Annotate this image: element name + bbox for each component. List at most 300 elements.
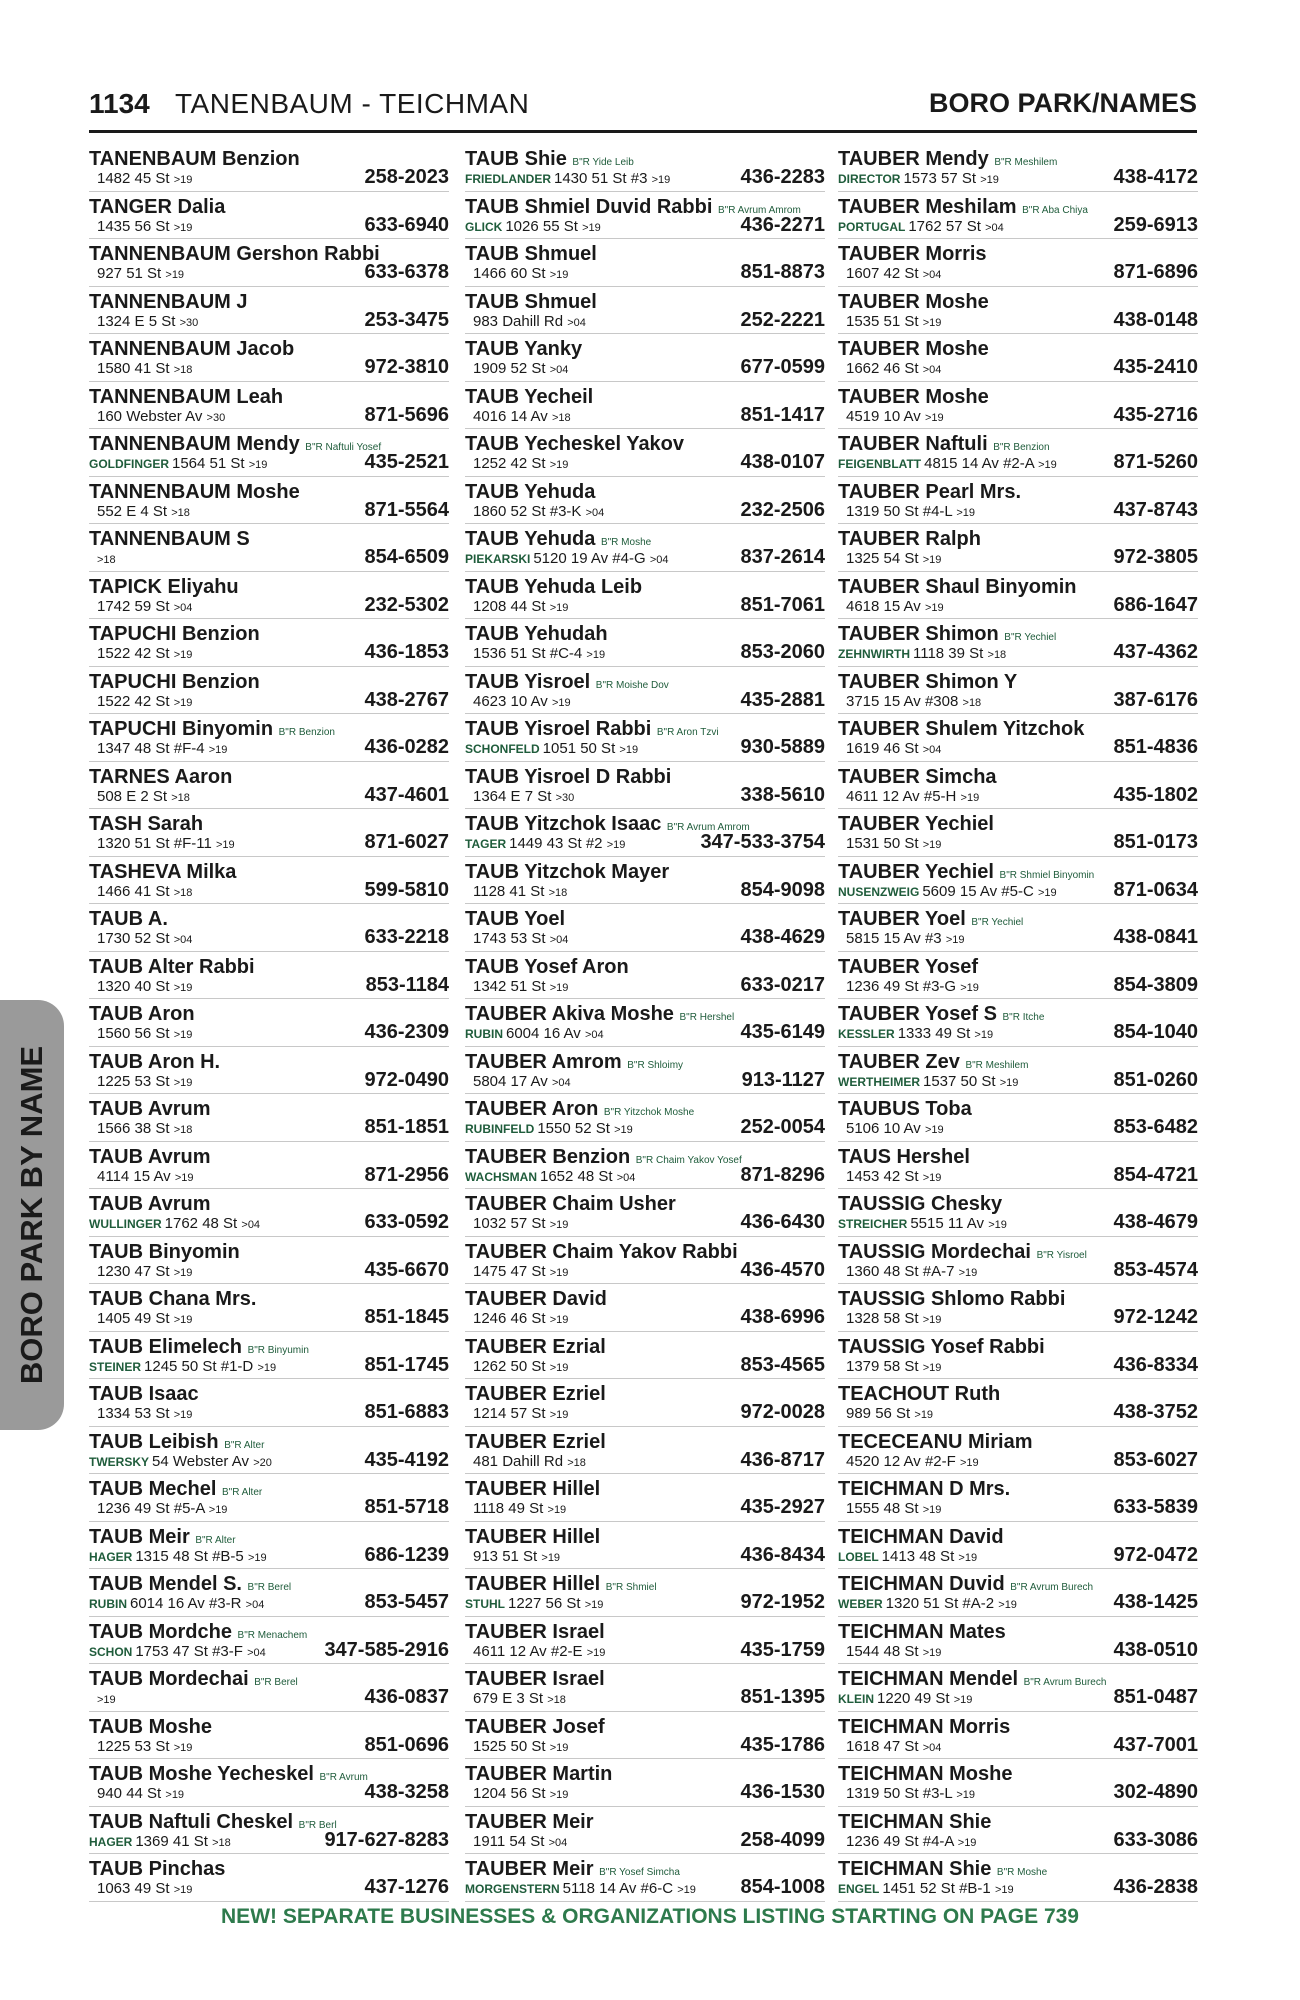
entry-street: 1435 56 St <box>97 217 170 235</box>
listing-entry <box>465 1332 825 1380</box>
entry-name: TAUB Yanky <box>465 338 583 360</box>
entry-phone: 387-6176 <box>1113 688 1198 711</box>
entry-street: 4519 10 Av <box>846 407 921 425</box>
entry-address <box>473 360 568 377</box>
entry-street: 1762 48 St <box>164 1215 238 1232</box>
listing-entry <box>89 1284 449 1332</box>
entry-zip: >19 <box>998 1599 1017 1611</box>
entry-relation: PORTUGAL <box>838 219 906 234</box>
entry-address <box>838 455 1057 472</box>
entry-name: TAUBER Yechiel B"R Shmiel Binyomin <box>838 860 1095 883</box>
entry-address <box>473 1358 568 1375</box>
listing-entry <box>465 1047 825 1095</box>
listing-entry <box>465 952 825 1000</box>
entry-phone: 253-3475 <box>364 308 449 331</box>
entry-address <box>846 1500 941 1517</box>
listing-entry <box>838 1712 1198 1760</box>
entry-parent: B"R Naftuli Yosef <box>305 442 382 453</box>
listing-entry <box>465 1427 825 1475</box>
entry-address <box>97 645 192 662</box>
entry-name: TAUBER Pearl Mrs. <box>838 480 1022 503</box>
entry-street: 5118 14 Av #6-C <box>562 1880 674 1897</box>
entry-phone: 851-0173 <box>1113 831 1198 853</box>
entry-address <box>473 1500 566 1517</box>
entry-street: 4520 12 Av #2-F <box>846 1452 956 1470</box>
entry-phone: 851-1745 <box>364 1353 449 1376</box>
entry-address <box>465 550 669 567</box>
entry-name: TAUB Yisroel Rabbi B"R Aron Tzvi <box>465 718 719 740</box>
entry-name: TAPUCHI Binyomin B"R Benzion <box>89 718 335 740</box>
entry-name: TAUBER Shimon B"R Yechiel <box>838 623 1057 645</box>
entry-zip: >19 <box>1038 459 1057 471</box>
entry-name: TAUB Isaac <box>89 1383 199 1405</box>
entry-phone: 853-2060 <box>740 641 825 663</box>
entry-phone: 252-2221 <box>740 308 825 331</box>
entry-address <box>473 1833 567 1850</box>
entry-address <box>473 1263 568 1280</box>
listing-column-1 <box>89 144 449 1902</box>
entry-phone: 436-1853 <box>364 641 449 663</box>
entry-name: TAUS Hershel <box>838 1145 970 1168</box>
entry-street: 1607 42 St <box>846 265 919 282</box>
entry-name: TAUBER Meir B"R Yosef Simcha <box>465 1858 680 1880</box>
entry-relation: WEBER <box>838 1597 883 1611</box>
entry-phone: 438-4172 <box>1113 166 1198 188</box>
entry-name: TAUB Aron H. <box>89 1050 221 1073</box>
entry-parent: B"R Itche <box>1002 1012 1045 1023</box>
entry-phone: 438-0107 <box>740 451 825 473</box>
entry-phone: 677-0599 <box>740 356 825 378</box>
entry-name: TEICHMAN Mendel B"R Avrum Burech <box>838 1668 1107 1690</box>
listing-entry <box>838 1664 1198 1712</box>
entry-street: 1225 53 St <box>97 1737 170 1755</box>
entry-relation: FRIEDLANDER <box>465 172 551 186</box>
entry-zip: >04 <box>985 221 1004 234</box>
entry-phone: 436-2309 <box>364 1021 449 1043</box>
page-header <box>89 86 1197 133</box>
entry-zip: >19 <box>922 1504 942 1516</box>
entry-zip: >19 <box>922 1646 942 1659</box>
entry-zip: >19 <box>257 1361 277 1374</box>
listing-entry <box>838 1759 1198 1807</box>
entry-name: TAUB Moshe Yecheskel B"R Avrum <box>89 1763 368 1785</box>
entry-zip: >19 <box>173 1266 193 1279</box>
entry-street: 1262 50 St <box>473 1357 546 1375</box>
entry-street: 1453 42 St <box>846 1167 919 1185</box>
entry-street: 1347 48 St #F-4 <box>97 740 205 757</box>
entry-address <box>473 1738 568 1755</box>
listing-entry <box>465 667 825 715</box>
entry-zip: >18 <box>97 554 116 566</box>
entry-relation: ENGEL <box>838 1882 880 1896</box>
entry-address <box>473 1548 560 1565</box>
entry-name: TAUB Mechel B"R Alter <box>89 1478 263 1500</box>
entry-name: TAUBER Naftuli B"R Benzion <box>838 433 1050 455</box>
entry-name: TAUBER Zev B"R Meshilem <box>838 1050 1029 1073</box>
entry-phone: 437-8743 <box>1113 498 1198 521</box>
page-title: TANENBAUM - TEICHMAN <box>175 88 530 119</box>
listing-entry <box>465 762 825 810</box>
listing-entry <box>89 904 449 952</box>
entry-phone: 853-4574 <box>1113 1258 1198 1281</box>
entry-parent: B"R Yosef Simcha <box>599 1867 680 1878</box>
entry-street: 1204 56 St <box>473 1785 546 1802</box>
entry-zip: >18 <box>547 1694 566 1706</box>
entry-phone: 302-4890 <box>1113 1781 1198 1803</box>
entry-name: TARNES Aaron <box>89 765 233 788</box>
entry-zip: >30 <box>179 316 199 329</box>
listing-entry <box>89 524 449 572</box>
entry-zip: >04 <box>241 1219 261 1231</box>
entry-zip: >19 <box>959 1456 979 1469</box>
entry-phone: 633-6940 <box>364 213 449 236</box>
entry-parent: B"R Hershel <box>679 1012 735 1023</box>
listing-entry <box>838 1854 1198 1902</box>
listing-entry <box>838 1284 1198 1332</box>
listing-entry <box>89 477 449 525</box>
entry-parent: B"R Alter <box>195 1534 236 1546</box>
entry-street: 1451 52 St #B-1 <box>882 1880 991 1897</box>
entry-parent: B"R Aba Chiya <box>1022 204 1088 216</box>
entry-zip: >18 <box>962 696 982 709</box>
entry-zip: >19 <box>614 1124 633 1136</box>
entry-name: TAUB Shmuel <box>465 290 597 313</box>
entry-zip: >18 <box>987 649 1007 661</box>
entry-parent: B"R Shloimy <box>627 1059 684 1071</box>
entry-street: 1753 47 St #3-F <box>135 1642 243 1660</box>
entry-address <box>846 313 941 330</box>
listing-entry <box>838 1189 1198 1237</box>
entry-parent: B"R Meshilem <box>994 157 1058 168</box>
entry-phone: 633-0217 <box>740 973 825 996</box>
listing-entry <box>838 524 1198 572</box>
entry-street: 54 Webster Av <box>152 1452 250 1470</box>
listing-entry <box>838 904 1198 952</box>
entry-name: TAUB Elimelech B"R Binyumin <box>89 1335 309 1358</box>
listing-entry <box>89 1474 449 1522</box>
entry-phone: 258-2023 <box>364 166 449 188</box>
entry-address <box>89 1642 266 1660</box>
entry-street: 6004 16 Av <box>506 1025 581 1042</box>
entry-zip: >04 <box>548 1836 568 1849</box>
listing-entry <box>465 1807 825 1855</box>
entry-name: TAUB Aron <box>89 1003 195 1025</box>
entry-zip: >20 <box>253 1456 272 1469</box>
entry-zip: >19 <box>914 1409 934 1421</box>
entry-zip: >19 <box>606 839 626 851</box>
entry-address <box>89 1547 267 1565</box>
entry-phone: 438-6996 <box>740 1306 825 1328</box>
entry-street: 1909 52 St <box>473 360 546 377</box>
entry-address <box>465 1167 636 1185</box>
listing-entry <box>89 809 449 857</box>
entry-phone: 917-627-8283 <box>324 1828 449 1851</box>
entry-name: TEICHMAN Moshe <box>838 1763 1013 1785</box>
entry-address <box>97 265 184 282</box>
entry-street: 1860 52 St #3-K <box>473 502 582 520</box>
listing-entry <box>838 809 1198 857</box>
entry-name: TAUBER Hillel <box>465 1525 601 1548</box>
entry-street: 1246 46 St <box>473 1310 546 1327</box>
listing-entry <box>465 1522 825 1570</box>
entry-phone: 972-1952 <box>740 1591 825 1613</box>
entry-phone: 851-0487 <box>1113 1686 1198 1708</box>
entry-address <box>97 360 192 377</box>
entry-name: TAUBER Yosef <box>838 955 979 978</box>
entry-address <box>89 1595 265 1612</box>
entry-phone: 435-2716 <box>1113 403 1198 426</box>
entry-street: 1118 49 St <box>473 1500 544 1517</box>
section-title: BORO PARK/NAMES <box>928 88 1197 118</box>
entry-address <box>97 1405 192 1422</box>
entry-phone: 972-0472 <box>1113 1543 1198 1566</box>
entry-phone: 871-0634 <box>1113 878 1198 901</box>
entry-zip: >19 <box>549 1409 569 1421</box>
entry-street: 1333 49 St <box>897 1025 971 1042</box>
listing-entry <box>838 762 1198 810</box>
entry-zip: >18 <box>173 1124 193 1136</box>
entry-zip: >19 <box>945 934 965 946</box>
entry-parent: B"R Berl <box>298 1819 337 1831</box>
entry-phone: 853-5457 <box>364 1591 449 1613</box>
listing-entry <box>465 192 825 240</box>
entry-phone: 436-1530 <box>740 1781 825 1803</box>
entry-relation: NUSENZWEIG <box>838 884 920 899</box>
entry-address <box>473 455 568 472</box>
entry-phone: 854-3809 <box>1113 973 1198 996</box>
entry-zip: >19 <box>173 1029 193 1041</box>
entry-zip: >19 <box>549 1789 569 1801</box>
entry-address <box>473 693 571 710</box>
entry-address <box>97 883 192 900</box>
entry-name: TAUBER Ezrial <box>465 1335 606 1358</box>
entry-phone: 853-6027 <box>1113 1448 1198 1471</box>
entry-phone: 599-5810 <box>364 878 449 901</box>
entry-name: TAUB Binyomin <box>89 1240 240 1263</box>
entry-street: 1328 58 St <box>846 1310 919 1327</box>
entry-name: TASH Sarah <box>89 813 204 835</box>
entry-phone: 438-0510 <box>1113 1638 1198 1661</box>
entry-name: TAUB Avrum <box>89 1098 211 1120</box>
entry-zip: >19 <box>988 1219 1007 1231</box>
entry-name: TAUBER Shulem Yitzchok <box>838 718 1085 740</box>
entry-name: TAUBER Akiva Moshe B"R Hershel <box>465 1003 735 1025</box>
entry-street: 552 E 4 St <box>97 502 168 520</box>
entry-name: TAUB Mordechai B"R Berel <box>89 1668 298 1690</box>
listing-entry <box>838 1047 1198 1095</box>
listing-entry <box>465 239 825 287</box>
listing-entry <box>838 952 1198 1000</box>
entry-name: TAUB Moshe <box>89 1715 212 1738</box>
entry-phone: 437-1276 <box>364 1876 449 1898</box>
entry-zip: >04 <box>549 364 569 376</box>
entry-address <box>846 740 941 757</box>
entry-address <box>473 503 604 520</box>
entry-zip: >18 <box>548 886 568 899</box>
entry-address <box>846 1643 941 1660</box>
entry-zip: >19 <box>549 601 569 614</box>
entry-relation: FEIGENBLATT <box>838 457 922 471</box>
entry-name: TANENBAUM Benzion <box>89 148 300 170</box>
entry-phone: 252-0054 <box>740 1116 825 1138</box>
entry-address <box>97 1310 192 1327</box>
entry-address <box>97 1785 184 1802</box>
entry-address <box>838 1215 1007 1232</box>
entry-name: TAUB Shmiel Duvid Rabbi B"R Avrum Amrom <box>465 195 801 218</box>
entry-parent: B"R Avrum Burech <box>1023 1677 1107 1688</box>
listing-entry <box>89 239 449 287</box>
entry-relation: RUBIN <box>465 1027 503 1041</box>
entry-name: TAUBER Amrom B"R Shloimy <box>465 1050 684 1073</box>
entry-address <box>97 1738 192 1755</box>
listing-entry <box>465 857 825 905</box>
entry-street: 4618 15 Av <box>846 597 921 615</box>
entry-address <box>846 598 944 615</box>
entry-phone: 436-8717 <box>740 1448 825 1471</box>
entry-address <box>838 1072 1019 1090</box>
listing-entry <box>465 1237 825 1285</box>
entry-zip: >19 <box>173 696 193 709</box>
entry-name: TAUB Shmuel <box>465 243 597 265</box>
entry-street: 1430 51 St #3 <box>554 170 648 187</box>
listing-entry <box>465 1474 825 1522</box>
entry-address <box>838 1595 1017 1612</box>
entry-phone: 871-5260 <box>1113 451 1198 473</box>
entry-zip: >19 <box>922 1314 942 1326</box>
entry-street: 1315 48 St #B-5 <box>135 1547 244 1565</box>
entry-zip: >04 <box>922 364 942 376</box>
entry-zip: >19 <box>956 1789 976 1801</box>
entry-relation: SCHONFELD <box>465 742 540 756</box>
entry-parent: B"R Yisroel <box>1036 1249 1087 1261</box>
entry-name: TAUB Chana Mrs. <box>89 1288 257 1310</box>
entry-relation: STUHL <box>465 1597 505 1611</box>
listing-entry <box>89 287 449 335</box>
entry-name: TAUBER Yosef S B"R Itche <box>838 1003 1045 1025</box>
entry-name: TAUB Yitzchok Isaac B"R Avrum Amrom <box>465 813 750 835</box>
entry-zip: >04 <box>616 1171 636 1184</box>
entry-address <box>838 170 999 187</box>
entry-address <box>465 835 626 852</box>
entry-street: 1320 51 St #A-2 <box>885 1595 995 1612</box>
entry-address <box>89 1215 261 1232</box>
entry-zip: >19 <box>208 1504 228 1516</box>
listing-entry <box>89 429 449 477</box>
entry-zip: >19 <box>584 1599 604 1611</box>
entry-zip: >19 <box>586 649 606 661</box>
entry-phone: 851-0260 <box>1113 1068 1198 1091</box>
entry-street: 4623 10 Av <box>473 692 548 710</box>
entry-relation: ZEHNWIRTH <box>838 647 910 661</box>
entry-street: 989 56 St <box>846 1405 911 1422</box>
entry-address <box>838 1690 973 1707</box>
entry-parent: B"R Yechiel <box>971 917 1024 928</box>
entry-zip: >19 <box>922 554 942 566</box>
entry-zip: >04 <box>922 744 942 756</box>
entry-zip: >19 <box>173 1741 193 1754</box>
entry-street: 1236 49 St #4-A <box>846 1832 954 1850</box>
listing-entry <box>89 1379 449 1427</box>
entry-address <box>97 550 116 567</box>
entry-relation: RUBINFELD <box>465 1122 535 1136</box>
entry-street: 1319 50 St #3-L <box>846 1785 953 1802</box>
entry-street: 1662 46 St <box>846 360 919 377</box>
entry-street: 5120 19 Av #4-G <box>533 550 646 567</box>
listing-entry <box>89 1237 449 1285</box>
entry-address <box>846 360 941 377</box>
entry-phone: 436-8434 <box>740 1543 825 1566</box>
entry-zip: >18 <box>567 1456 586 1469</box>
entry-phone: 851-1851 <box>364 1116 449 1138</box>
entry-phone: 972-0490 <box>364 1068 449 1091</box>
entry-parent: B"R Benzion <box>993 442 1050 453</box>
entry-phone: 435-6149 <box>740 1021 825 1043</box>
entry-name: TEICHMAN Shie <box>838 1810 992 1833</box>
listing-entry <box>465 382 825 430</box>
entry-phone: 871-6896 <box>1113 261 1198 283</box>
listing-entry <box>89 714 449 762</box>
entry-name: TAUSSIG Mordechai B"R Yisroel <box>838 1240 1087 1263</box>
entry-parent: B"R Binyumin <box>247 1344 309 1356</box>
entry-street: 5815 15 Av #3 <box>846 930 942 947</box>
entry-address <box>838 645 1007 662</box>
entry-parent: B"R Moshe <box>996 1867 1048 1878</box>
listing-entry <box>838 382 1198 430</box>
entry-zip: >18 <box>171 506 190 519</box>
entry-name: TAPICK Eliyahu <box>89 575 239 598</box>
entry-address <box>89 1452 272 1470</box>
listing-entry <box>89 572 449 620</box>
entry-address <box>465 217 601 235</box>
listing-entry <box>838 619 1198 667</box>
listing-entry <box>89 1712 449 1760</box>
listing-entry <box>89 1094 449 1142</box>
entry-street: 1522 42 St <box>97 645 170 662</box>
listing-entry <box>838 429 1198 477</box>
listing-entry <box>838 1474 1198 1522</box>
entry-street: 1730 52 St <box>97 930 170 947</box>
entry-street: 4611 12 Av #5-H <box>846 787 957 805</box>
listing-entry <box>89 1142 449 1190</box>
entry-phone: 438-4629 <box>740 926 825 948</box>
listing-entry <box>838 1522 1198 1570</box>
entry-street: 1525 50 St <box>473 1737 546 1755</box>
entry-street: 1214 57 St <box>473 1405 546 1422</box>
entry-name: TAUB Leibish B"R Alter <box>89 1430 265 1453</box>
entry-address <box>97 930 192 947</box>
entry-address <box>846 1833 976 1850</box>
entry-address <box>846 1168 941 1185</box>
entry-address <box>846 408 944 425</box>
entry-name: TAUBER Shaul Binyomin <box>838 575 1077 598</box>
entry-phone: 258-4099 <box>740 1828 825 1851</box>
entry-name: TECECEANU Miriam <box>838 1430 1033 1453</box>
entry-address <box>97 835 235 852</box>
entry-street: 5515 11 Av <box>910 1215 985 1232</box>
entry-address <box>846 1405 933 1422</box>
entry-name: TAUBER Chaim Yakov Rabbi <box>465 1240 738 1263</box>
entry-zip: >19 <box>677 1884 696 1896</box>
entry-phone: 232-2506 <box>740 498 825 521</box>
entry-relation: STEINER <box>89 1359 142 1374</box>
entry-address <box>838 1025 994 1042</box>
entry-name: TAUBER Ezriel <box>465 1383 606 1405</box>
entry-address <box>97 313 198 330</box>
entry-name: TAUSSIG Chesky <box>838 1193 1003 1215</box>
entry-relation: KLEIN <box>838 1692 874 1706</box>
entry-address <box>473 978 568 995</box>
entry-zip: >19 <box>541 1551 561 1564</box>
